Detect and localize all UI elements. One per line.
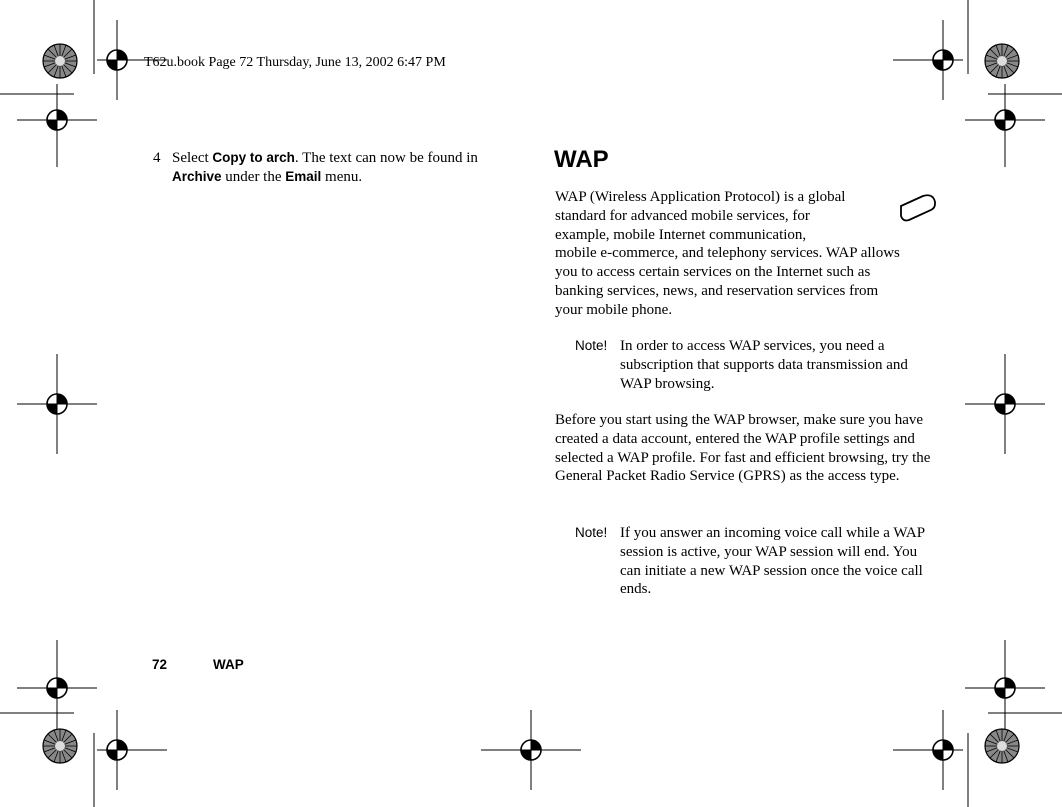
intro-line: WAP (Wireless Application Protocol) is a global	[555, 189, 846, 205]
intro-line: standard for advanced mobile services, for	[555, 207, 810, 224]
note-label: Note!	[575, 338, 608, 353]
intro-line: you to access certain services on the Internet such as	[555, 264, 871, 281]
section-title: WAP	[554, 146, 609, 173]
intro-line: your mobile phone.	[555, 301, 673, 318]
note-text: If you answer an incoming voice call while a WAP session is active, your WAP session will end. You can initiate a new WAP session once the voice call ends.	[620, 525, 925, 598]
step-number: 4	[153, 150, 161, 166]
archive-label: Archive	[172, 168, 222, 184]
footer-section-title: WAP	[213, 657, 244, 672]
phone-icon	[897, 194, 937, 224]
browser-setup-paragraph: Before you start using the WAP browser, make sure you have created a data account, entered the WAP profile settings and selected a WAP profile. For fast and efficient browsing, try the General Packet Radio Service (GPRS) as the access type.	[555, 412, 931, 485]
note-text: In order to access WAP services, you need a subscription that supports data transmission and WAP browsing.	[620, 338, 908, 392]
page-number: 72	[152, 657, 168, 672]
book-header: T62u.book Page 72 Thursday, June 13, 2002 6:47 PM	[144, 55, 446, 70]
intro-line: mobile e-commerce, and telephony services. WAP allows	[555, 245, 900, 262]
note-label: Note!	[575, 525, 608, 540]
intro-paragraph	[555, 188, 940, 320]
copy-to-arch-label: Copy to arch	[212, 150, 295, 165]
intro-line: example, mobile Internet communication,	[555, 226, 807, 243]
step-text: Select Copy to arch. The text can now be found in Archive under the Email menu.	[172, 150, 478, 185]
email-label: Email	[285, 168, 322, 184]
intro-line: banking services, news, and reservation services from	[555, 282, 879, 299]
